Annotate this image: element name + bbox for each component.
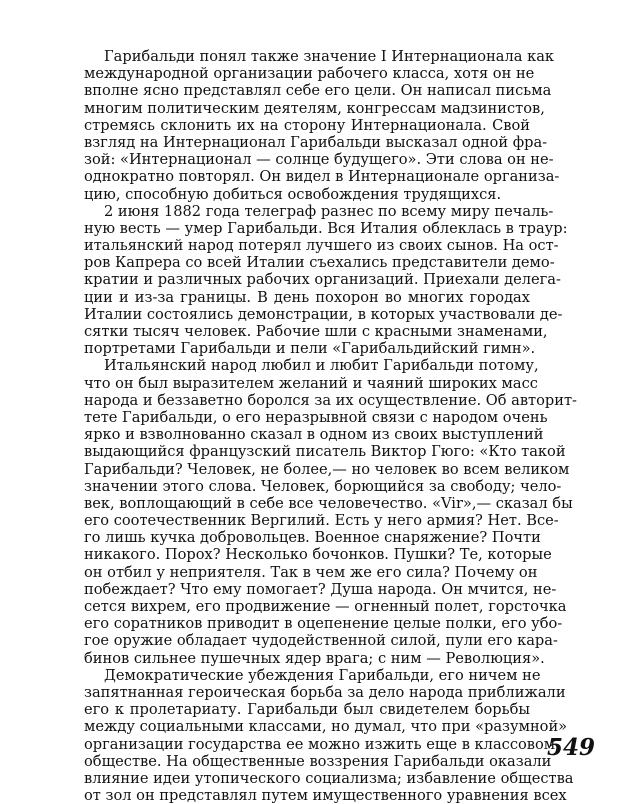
text-line: значении этого слова. Человек, борющийся за свободу; чело- (84, 477, 562, 495)
text-line: обществе. На общественные воззрения Гарибальди оказали (84, 752, 552, 770)
text-line: кратии и различных рабочих организаций. Приехали делега- (84, 271, 561, 289)
text-line: стремясь склонить их на сторону Интернационала. Свой (84, 116, 530, 134)
text-line: ров Капрера со всей Италии съехались представители демо- (84, 254, 555, 272)
text-line: Гарибальди? Человек, не более,— но человек во всем великом (84, 460, 570, 478)
text-line: 2 июня 1882 года телеграф разнес по всему миру печаль- (104, 202, 554, 220)
text-line: запятнанная героическая борьба за дело народа приближали (84, 683, 566, 701)
text-line: портретами Гарибальди и пели «Гарибальдийский гимн». (84, 340, 536, 358)
text-line: народа и беззаветно боролся за их осуществление. Об авторит- (84, 391, 577, 409)
text-line: Итальянский народ любил и любит Гарибальди потому, (104, 357, 539, 375)
text-line: бинов сильнее пушечных ядер врага; с ним — Революция». (84, 649, 545, 667)
text-line: никакого. Порох? Несколько бочонков. Пушки? Те, которые (84, 546, 552, 564)
text-line: сятки тысяч человек. Рабочие шли с красными знаменами, (84, 323, 548, 340)
text-line: ную весть — умер Гарибальди. Вся Италия облеклась в траур: (84, 219, 568, 237)
text-line: от зол он представлял путем имущественного уравнения всех (84, 787, 567, 804)
text-line: итальянский народ потерял лучшего из своих сынов. На ост- (84, 237, 559, 255)
text-line: гое оружие обладает чудодейственной силой, пули его кара- (84, 632, 558, 650)
text-line: что он был выразителем желаний и чаяний широких масс (84, 374, 538, 392)
text-line: цию, способную добиться освобождения трудящихся. (84, 185, 502, 203)
text-line: побеждает? Что ему помогает? Душа народа. Он мчится, не- (84, 580, 557, 598)
text-line: тете Гарибальди, о его неразрывной связи с народом очень (84, 408, 548, 426)
text-line: его к пролетариату. Гарибальди был свидетелем борьбы (84, 701, 530, 719)
text-line: сется вихрем, его продвижение — огненный полет, горсточка (84, 598, 567, 615)
paragraph-3 (84, 357, 577, 667)
text-line: Гарибальди понял также значение I Интернационала как (104, 48, 555, 65)
text-line: взгляд на Интернационал Гарибальди высказал одной фра- (84, 133, 548, 151)
text-line: зой: «Интернационал — солнце будущего». Эти слова он не- (84, 151, 554, 169)
page-number: 549 (547, 734, 596, 761)
text-line: го лишь кучка добровольцев. Военное снаряжение? Почти (84, 529, 541, 547)
text-line: вполне ясно представлял себе его цели. Он написал письма (84, 82, 552, 100)
text-line: международной организации рабочего класса, хотя он не (84, 65, 535, 83)
text-line: век, воплощающий в себе все человечество. «Vir»,— сказал бы (84, 494, 573, 512)
text-line: организации государства ее можно изжить еще в классовом (84, 735, 556, 753)
text-line: однократно повторял. Он видел в Интернационале организа- (84, 168, 560, 186)
text-line: он отбил у неприятеля. Так в чем же его сила? Почему он (84, 563, 538, 581)
paragraph-2 (84, 202, 568, 358)
text-line: влияние идеи утопического социализма; избавление общества (84, 769, 574, 787)
text-line: Италии состоялись демонстрации, в которых участвовали де- (84, 305, 563, 323)
text-line: многим политическим деятелям, конгрессам мадзинистов, (84, 99, 545, 117)
text-line: выдающийся французский писатель Виктор Гюго: «Кто такой (84, 443, 566, 461)
paragraph-1 (84, 48, 560, 203)
text-line: Демократические убеждения Гарибальди, его ничем не (104, 666, 541, 684)
text-line: ции и из-за границы. В день похорон во многих городах (84, 288, 530, 306)
text-line: его соратников приводит в оцепенение целые полки, его убо- (84, 615, 563, 633)
text-line: его соотечественник Вергилий. Есть у него армия? Нет. Все- (84, 512, 559, 530)
text-line: ярко и взволнованно сказал в одном из своих выступлений (84, 426, 544, 444)
text-line: между социальными классами, но думал, что при «разумной» (84, 718, 568, 736)
